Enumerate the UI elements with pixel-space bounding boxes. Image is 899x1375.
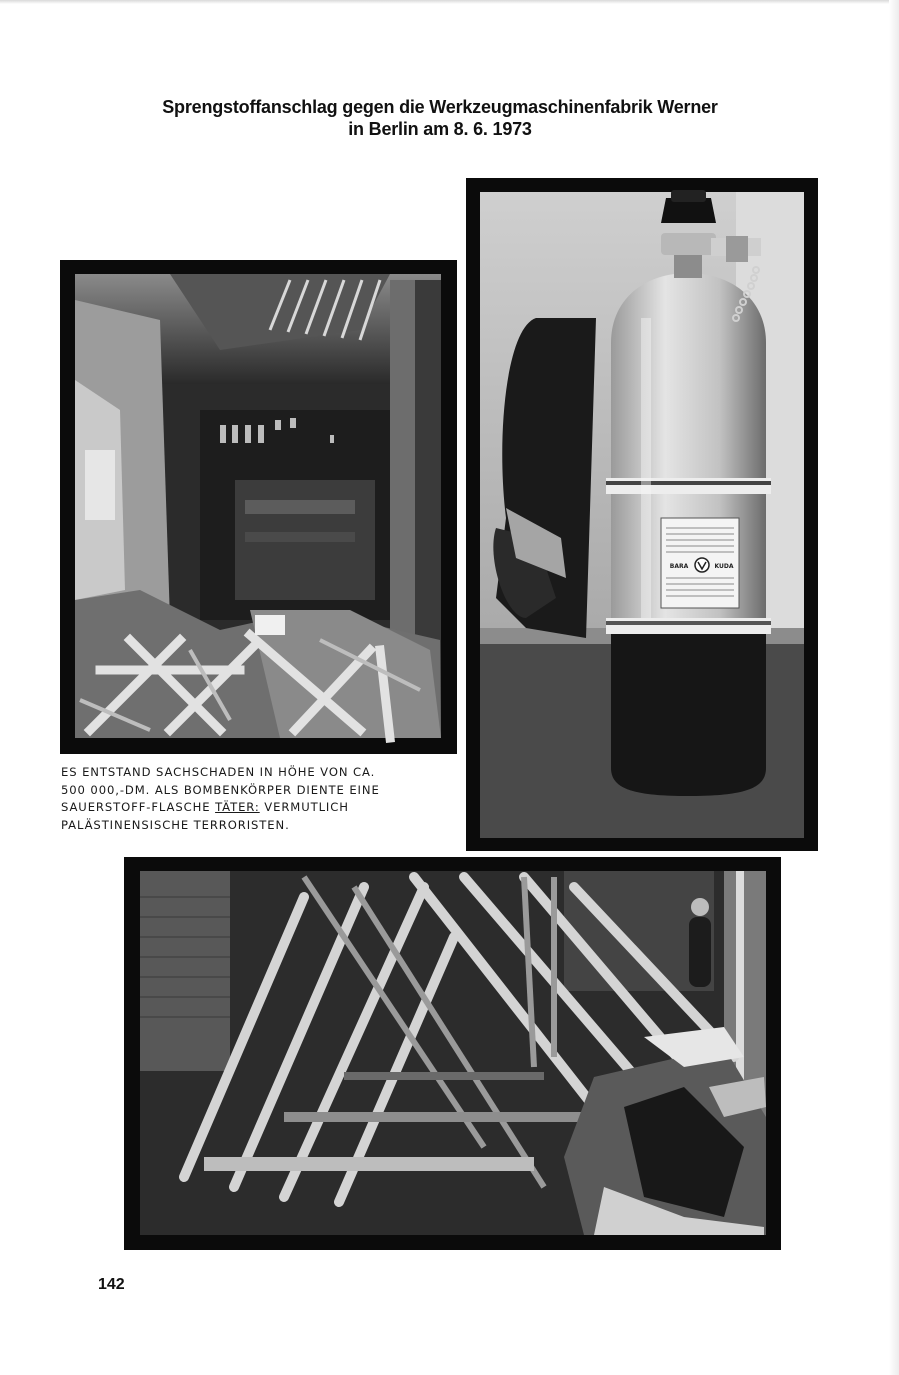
- page-right-edge: [889, 0, 899, 1375]
- caption-line-4: PALÄSTINENSISCHE TERRORISTEN.: [61, 817, 290, 832]
- page-top-edge: [0, 0, 899, 4]
- caption-line-3-c: VERMUTLICH: [259, 800, 349, 814]
- photo-collapsed-roof-trusses: [124, 857, 781, 1250]
- cylinder-label-text-right: KUDA: [714, 563, 734, 570]
- page-number: 142: [98, 1276, 125, 1293]
- photo-caption: [61, 764, 466, 834]
- page-title-line-2: in Berlin am 8. 6. 1973: [348, 119, 532, 139]
- page-title-line-1: Sprengstoffanschlag gegen die Werkzeugmaschinenfabrik Werner: [162, 97, 718, 117]
- photo-oxygen-cylinder: [466, 178, 818, 851]
- photo-factory-interior-damage: [60, 260, 457, 754]
- caption-line-3-a: SAUERSTOFF-FLASCHE: [61, 800, 216, 814]
- caption-line-1: ES ENTSTAND SACHSCHADEN IN HÖHE VON CA.: [61, 765, 376, 779]
- caption-line-3: [61, 799, 466, 817]
- caption-perpetrators-label: TÄTER:: [215, 800, 260, 814]
- caption-line-2: 500 000,-DM. ALS BOMBENKÖRPER DIENTE EINE: [61, 782, 380, 797]
- page-title: [100, 96, 780, 140]
- cylinder-label-text-left: BARA: [669, 563, 689, 570]
